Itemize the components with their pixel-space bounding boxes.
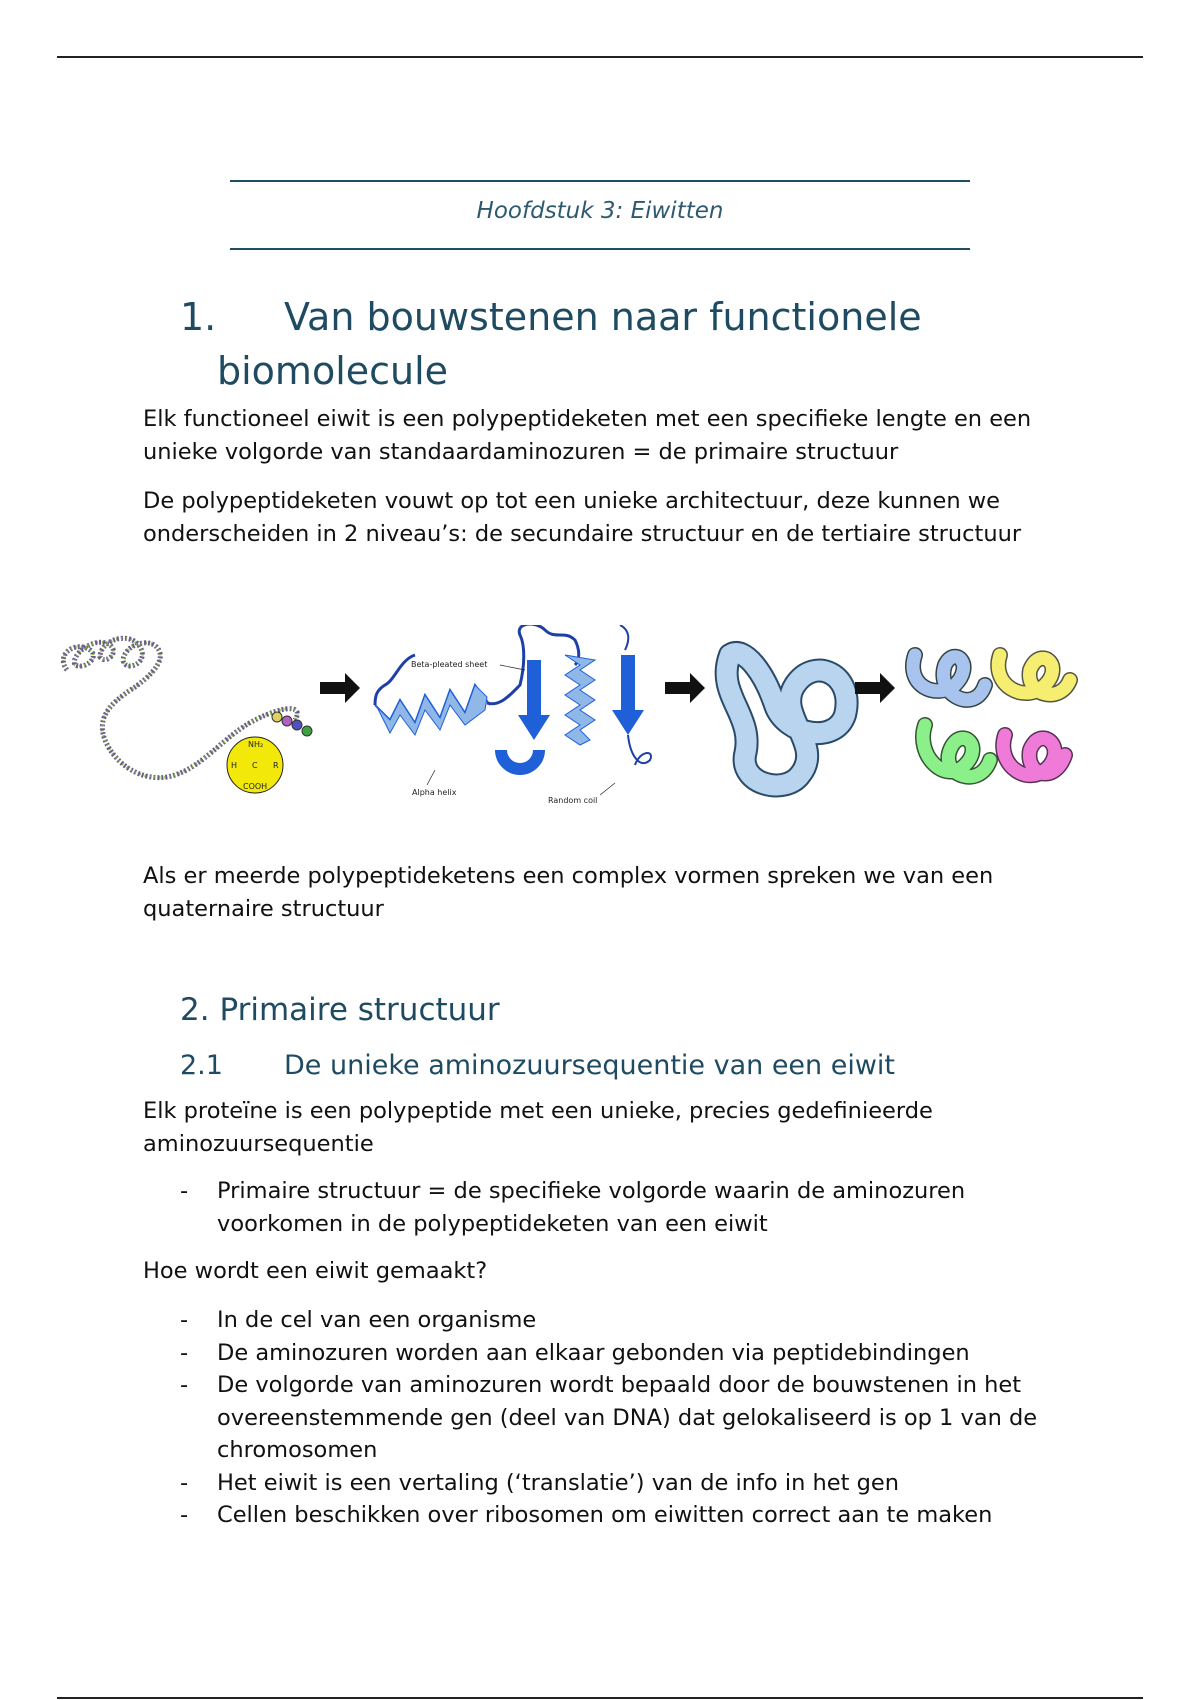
list-item: - Cellen beschikken over ribosomen om eiwitten correct aan te maken	[180, 1499, 1080, 1532]
section-2-heading	[180, 990, 500, 1030]
section-1-number: 1.	[180, 295, 217, 339]
section-1-paragraph-2: De polypeptideketen vouwt op tot een unieke architectuur, deze kunnen we onderscheiden in 2 niveau’s: de secundaire structuur en de tertiaire structuur	[143, 488, 1022, 547]
page-bottom-rule	[57, 1697, 1143, 1699]
header-rule-top	[230, 180, 970, 182]
section-1-paragraph-1: Elk functioneel eiwit is een polypeptideketen met een specifieke lengte en een unieke volgorde van standaardaminozuren = de primaire structuur	[143, 406, 1032, 465]
list-item: - Primaire structuur = de specifieke volgorde waarin de aminozuren voorkomen in de polypeptideketen van een eiwit	[180, 1175, 1080, 1240]
list-item: - In de cel van een organisme	[180, 1304, 1080, 1337]
page-top-rule	[57, 56, 1143, 58]
subsection-2-1-title: De unieke aminozuursequentie van een eiwit	[284, 1050, 896, 1081]
arrow-3	[855, 673, 895, 703]
section-1-title-line1: Van bouwstenen naar functionele	[284, 295, 922, 339]
section-1-paragraph-3: Als er meerde polypeptideketens een complex vormen spreken we van een quaternaire structuur	[143, 863, 994, 922]
beta-strand-2	[612, 655, 644, 735]
header-rule-bottom	[230, 248, 970, 250]
section-1-heading	[180, 290, 1080, 398]
section-2-number: 2.	[180, 992, 210, 1028]
section-2-question: Hoe wordt een eiwit gemaakt?	[143, 1258, 488, 1284]
label-r: R	[273, 761, 279, 770]
subsection-2-1-heading	[180, 1048, 895, 1084]
list-item: - De volgorde van aminozuren wordt bepaald door de bouwstenen in het overeenstemmende gen (deel van DNA) dat gelokaliseerd is op 1 van de chromosomen	[180, 1369, 1080, 1467]
label-h: H	[231, 761, 238, 770]
arrow-2	[665, 673, 705, 703]
tertiary-structure	[727, 653, 847, 785]
chapter-header: Hoofdstuk 3: Eiwitten	[476, 198, 724, 224]
quaternary-structure	[913, 655, 1070, 777]
list-item: - Het eiwit is een vertaling (‘translatie’) van de info in het gen	[180, 1467, 1080, 1500]
protein-structure-figure	[55, 625, 1145, 820]
label-c: C	[252, 761, 258, 770]
section-2-paragraph-1: Elk proteïne is een polypeptide met een unieke, precies gedefinieerde aminozuursequentie	[143, 1098, 933, 1157]
bullet-list-2	[180, 1304, 1080, 1532]
list-item: - De aminozuren worden aan elkaar gebonden via peptidebindingen	[180, 1337, 1080, 1370]
label-nh2: NH₂	[248, 740, 264, 749]
alpha-helix	[377, 685, 487, 735]
beta-zigzag	[565, 655, 595, 745]
bullet-list-1	[180, 1175, 1080, 1240]
label-beta-sheet: Beta-pleated sheet	[411, 660, 488, 669]
label-random-coil: Random coil	[548, 796, 598, 805]
subsection-2-1-number: 2.1	[180, 1050, 223, 1081]
section-2-title: Primaire structuur	[219, 992, 500, 1028]
label-cooh: COOH	[243, 782, 268, 791]
secondary-structure	[375, 625, 651, 805]
label-alpha-helix: Alpha helix	[412, 788, 457, 797]
section-1-title-line2: biomolecule	[217, 349, 449, 393]
amino-acid-diagram	[227, 712, 312, 793]
arrow-1	[320, 673, 360, 703]
